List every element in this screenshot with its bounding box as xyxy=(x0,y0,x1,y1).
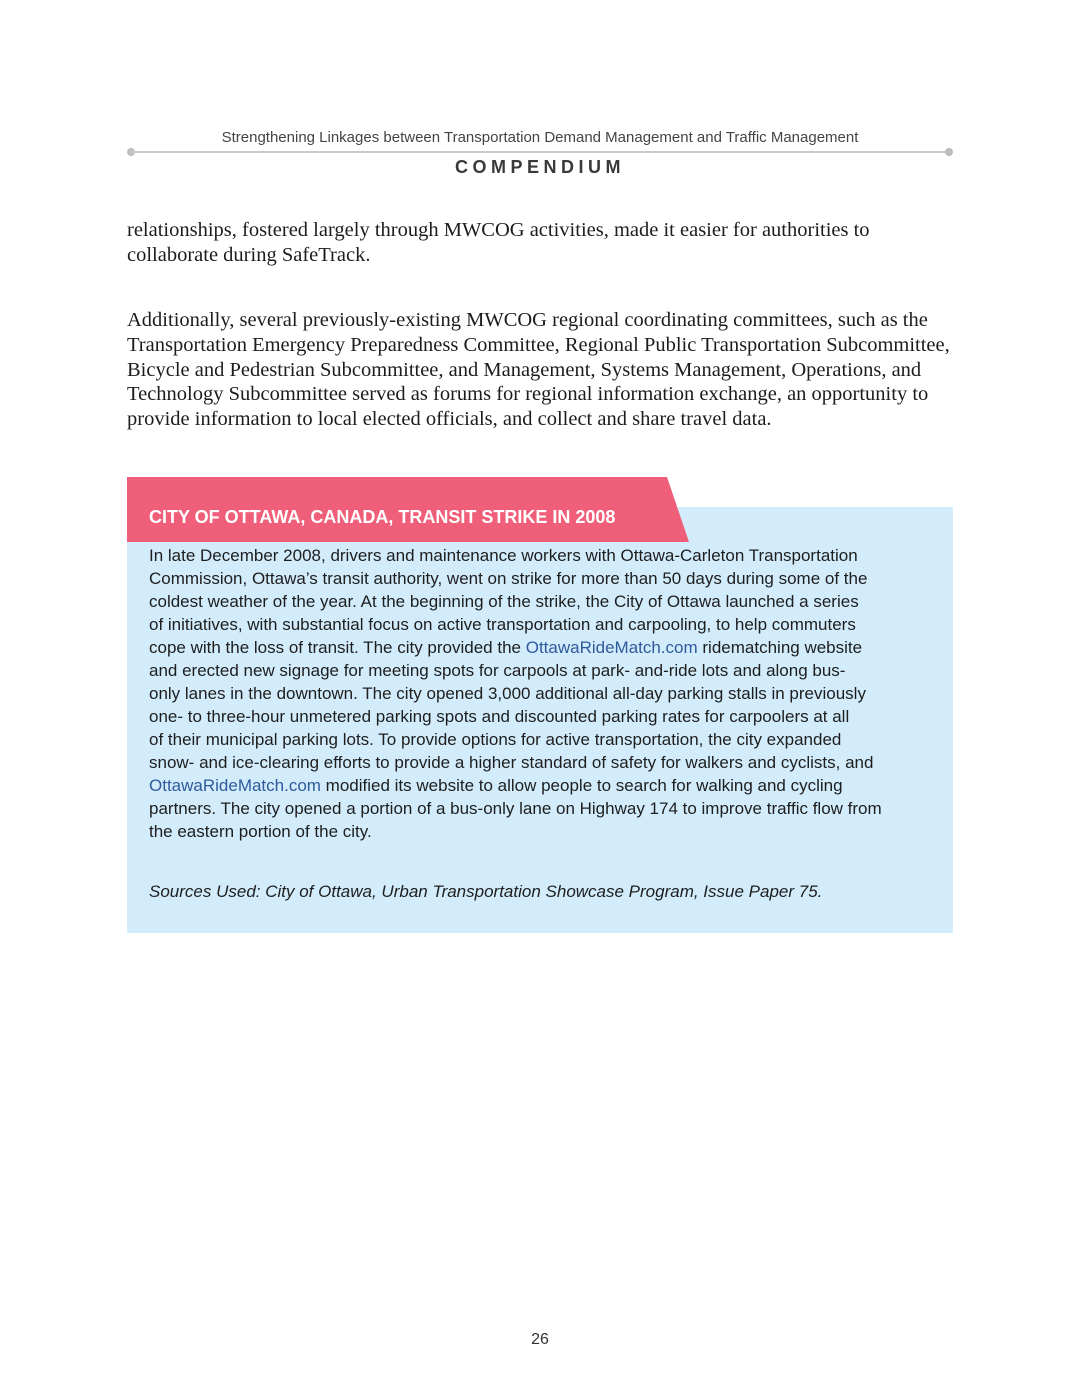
callout-line: and erected new signage for meeting spots for carpools at park- and-ride lots and along bus- xyxy=(149,661,846,680)
callout-line: coldest weather of the year. At the beginning of the strike, the City of Ottawa launched a series xyxy=(149,592,859,611)
callout-body xyxy=(149,544,939,843)
callout-line: one- to three-hour unmetered parking spots and discounted parking rates for carpoolers at all xyxy=(149,707,850,726)
header-rule-right-dot xyxy=(945,148,953,156)
callout-line xyxy=(149,774,939,797)
callout-title: CITY OF OTTAWA, CANADA, TRANSIT STRIKE IN 2008 xyxy=(149,507,616,527)
callout-sources: Sources Used: City of Ottawa, Urban Transportation Showcase Program, Issue Paper 75. xyxy=(149,882,823,901)
running-header-title: Strengthening Linkages between Transportation Demand Management and Traffic Management xyxy=(221,129,859,146)
header-rule xyxy=(131,151,949,153)
section-label: COMPENDIUM xyxy=(455,157,625,177)
callout-line: snow- and ice-clearing efforts to provide a higher standard of safety for walkers and cyclists, and xyxy=(149,753,874,772)
callout-line: the eastern portion of the city. xyxy=(149,822,372,841)
callout-line: of their municipal parking lots. To provide options for active transportation, the city expanded xyxy=(149,730,842,749)
callout-line: of initiatives, with substantial focus on active transportation and carpooling, to help commuters xyxy=(149,615,856,634)
callout-line-text: cope with the loss of transit. The city provided the xyxy=(149,638,526,657)
callout-line: In late December 2008, drivers and maintenance workers with Ottawa-Carleton Transportation xyxy=(149,546,858,565)
callout-line: partners. The city opened a portion of a bus-only lane on Highway 174 to improve traffic flow from xyxy=(149,799,882,818)
page-number: 26 xyxy=(531,1331,549,1348)
ottawa-ridematch-link[interactable]: OttawaRideMatch.com xyxy=(149,776,321,795)
callout-line-text: ridematching website xyxy=(697,638,863,657)
callout-line: only lanes in the downtown. The city opened 3,000 additional all-day parking stalls in previously xyxy=(149,684,866,703)
body-paragraph-1: relationships, fostered largely through MWCOG activities, made it easier for authorities to collaborate during SafeTrack. xyxy=(127,219,870,266)
callout-line xyxy=(149,636,939,659)
ottawa-ridematch-link[interactable]: OttawaRideMatch.com xyxy=(525,638,698,657)
body-paragraph-2: Additionally, several previously-existing MWCOG regional coordinating committees, such as the Transportation Emergency Preparedness Committee, Regional Public Transportation Subcommittee, Bicycle and Pedestrian Subcommittee, and Management, Systems Management, Operations, and Technology Subcommittee served as forums for regional information exchange, an opportunity to provide information to local elected officials, and collect and share travel data. xyxy=(127,309,950,431)
callout-line: Commission, Ottawa’s transit authority, went on strike for more than 50 days during some of the xyxy=(149,569,868,588)
callout-line-text: modified its website to allow people to search for walking and cycling xyxy=(320,776,843,795)
